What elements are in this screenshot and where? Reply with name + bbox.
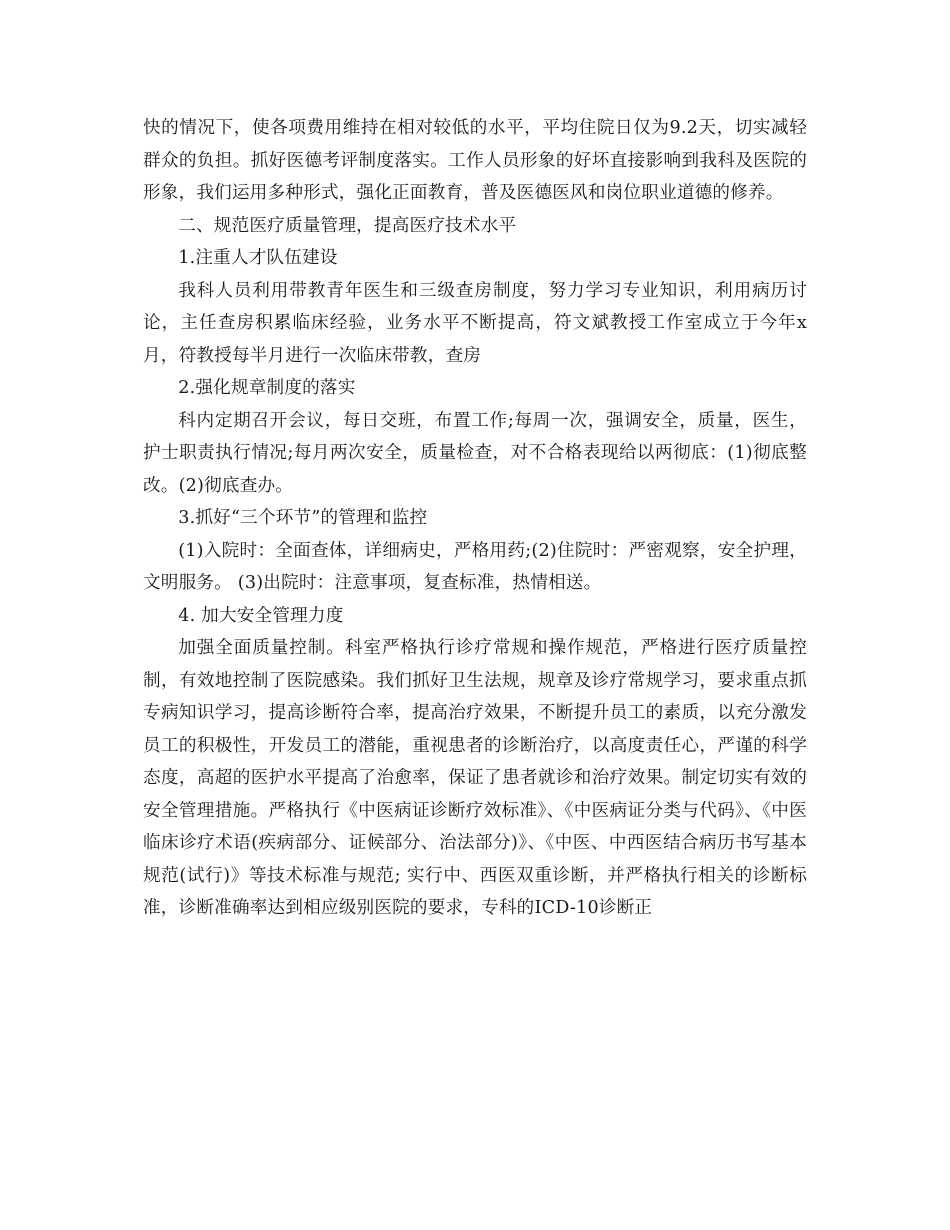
paragraph-rules-implementation: 科内定期召开会议，每日交班，布置工作;每周一次，强调安全，质量，医生，护士职责执行情况;每月两次安全，质量检查，对不合格表现给以两彻底：(1)彻底整改。(2)彻底查办。	[143, 410, 807, 496]
heading-rules-implementation: 2.强化规章制度的落实	[178, 378, 356, 398]
heading-three-links: 3.抓好“三个环节”的管理和监控	[178, 508, 428, 528]
paragraph-talent-team: 我科人员利用带教青年医生和三级查房制度，努力学习专业知识，利用病历讨论，主任查房积累临床经验，业务水平不断提高，符文斌教授工作室成立于今年x月，符教授每半月进行一次临床带教，查房	[143, 280, 807, 366]
paragraph-three-links: (1)入院时：全面查体，详细病史，严格用药;(2)住院时：严密观察，安全护理，文明服务。 (3)出院时：注意事项，复查标准，热情相送。	[143, 540, 807, 593]
heading-safety-management: 4. 加大安全管理力度	[178, 605, 344, 626]
document-body	[143, 112, 807, 925]
heading-section-two: 二、规范医疗质量管理，提高医疗技术水平	[178, 215, 517, 236]
paragraph-fee-control: 快的情况下，使各项费用维持在相对较低的水平，平均住院日仅为9.2天，切实减轻群众的负担。抓好医德考评制度落实。工作人员形象的好坏直接影响到我科及医院的形象，我们运用多种形式，强化正面教育，普及医德医风和岗位职业道德的修养。	[143, 118, 807, 203]
paragraph-safety-management: 加强全面质量控制。科室严格执行诊疗常规和操作规范，严格进行医疗质量控制，有效地控制了医院感染。我们抓好卫生法规，规章及诊疗常规学习，要求重点抓专病知识学习，提高诊断符合率，提高治疗效果，不断提升员工的素质，以充分激发员工的积极性，开发员工的潜能，重视患者的诊断治疗，以高度责任心，严谨的科学态度，高超的医护水平提高了治愈率，保证了患者就诊和治疗效果。制定切实有效的安全管理措施。严格执行《中医病证诊断疗效标准》、《中医病证分类与代码》、《中医临床诊疗术语(疾病部分、证候部分、治法部分)》、《中医、中西医结合病历书写基本规范(试行)》等技术标准与规范; 实行中、西医双重诊断，并严格执行相关的诊断标准，诊断准确率达到相应级别医院的要求，专科的ICD-10诊断正	[143, 638, 807, 918]
heading-talent-team: 1.注重人才队伍建设	[178, 248, 338, 268]
